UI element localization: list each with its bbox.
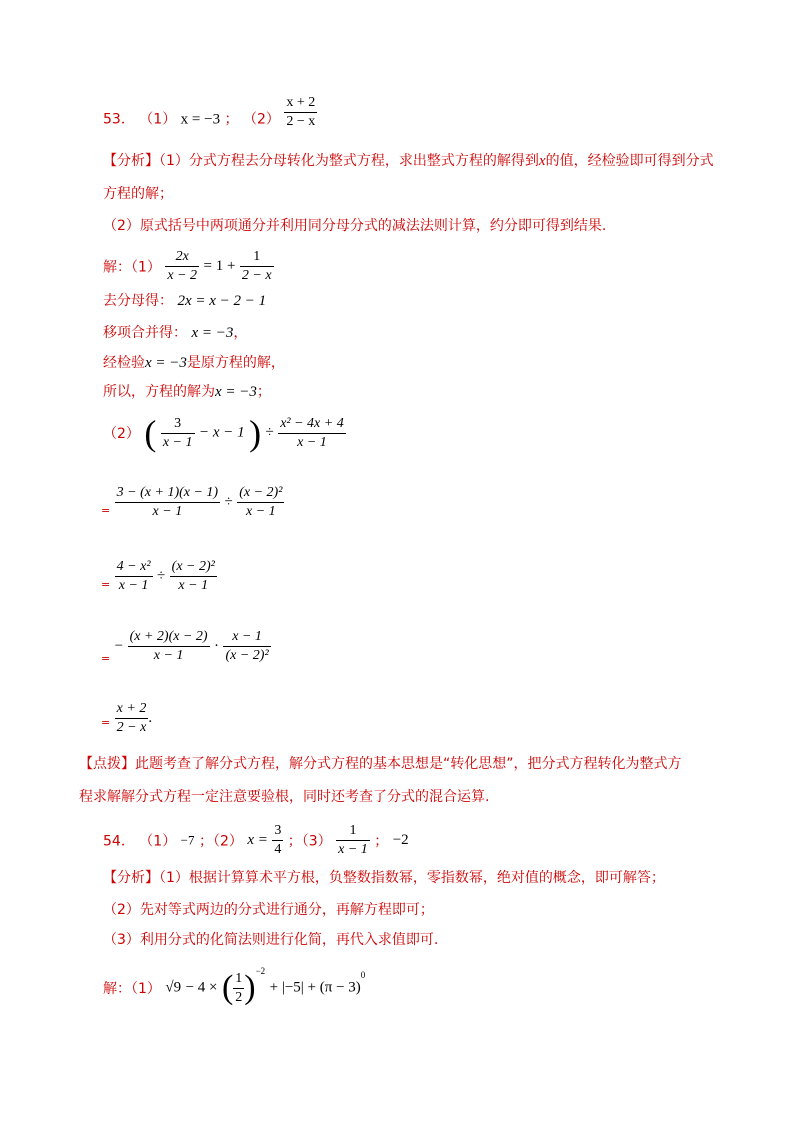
- fraction: [115, 558, 153, 595]
- equation-text: 2x = x − 2 − 1: [177, 293, 267, 309]
- tip-53-line-1: [79, 753, 682, 773]
- fraction-denominator: 2 − x: [116, 720, 147, 735]
- fraction: [115, 484, 220, 521]
- punctuation: .: [148, 710, 153, 726]
- fraction: [278, 415, 346, 452]
- answer-2-fraction: [284, 94, 317, 131]
- operator: −: [114, 638, 124, 654]
- fraction-denominator: 2 − x: [286, 114, 316, 129]
- fraction: [223, 628, 270, 665]
- equals-sign: =: [101, 504, 111, 517]
- part-label: （2）: [103, 426, 140, 442]
- tip-text: 此题考查了解分式方程，解分式方程的基本思想是“转化思想”，把分式方程转化为整式方: [135, 756, 682, 772]
- part-label: （1）: [139, 111, 177, 128]
- equals-sign: =: [101, 578, 111, 591]
- step-label: 是原方程的解，: [186, 355, 285, 371]
- fraction-numerator: x² − 4x + 4: [280, 415, 344, 431]
- fraction-denominator: x − 1: [338, 842, 368, 857]
- fraction-denominator: x − 1: [115, 576, 153, 595]
- fraction-numerator: 1: [349, 823, 357, 838]
- fraction-numerator: x + 2: [286, 95, 316, 110]
- step-2: [103, 322, 247, 342]
- fraction-denominator: x − 1: [128, 646, 210, 665]
- answer-2-fraction: [272, 822, 283, 859]
- answer-1: −7: [180, 832, 195, 848]
- result-line-4: [101, 700, 152, 737]
- result-line-2: [101, 558, 217, 595]
- fraction-numerator: 1: [253, 249, 261, 264]
- punctuation: ，: [233, 325, 248, 341]
- fraction-numerator: 1: [235, 970, 243, 986]
- fraction: [240, 248, 274, 285]
- analysis-text: 的值，经检验即可得到分式: [545, 153, 714, 169]
- fraction-denominator: 2: [235, 989, 243, 1005]
- step-label: 移项合并得：: [103, 325, 187, 341]
- equation-text: x = −3: [191, 325, 234, 341]
- solution-label: 解：（1）: [103, 259, 161, 276]
- fraction-numerator: 4 − x²: [116, 559, 151, 574]
- equals-sign: =: [101, 716, 111, 729]
- fraction: [233, 970, 244, 1007]
- analysis-text: （1）根据计算算术平方根，负整数指数幂，零指数幂，绝对值的概念，即可解答；: [159, 870, 665, 886]
- fraction-numerator: x + 2: [116, 701, 147, 716]
- fraction: [115, 700, 149, 737]
- fraction-numerator: (x − 2)²: [171, 559, 215, 574]
- right-paren: ): [249, 413, 262, 453]
- result-line-3: [101, 628, 271, 665]
- operator: ÷: [156, 568, 166, 584]
- equation-text: x =: [247, 832, 268, 848]
- question-54: [103, 822, 409, 859]
- operator: ·: [214, 638, 220, 654]
- fraction-denominator: x − 1: [278, 433, 346, 452]
- fraction-numerator: 3: [174, 415, 182, 431]
- analysis-heading: 【分析】: [103, 870, 159, 886]
- analysis-54-line-2: （2）先对等式两边的分式进行通分，再解方程即可；: [103, 902, 434, 918]
- fraction-denominator: x − 2: [167, 268, 198, 283]
- fraction-denominator: x − 1: [170, 576, 217, 595]
- fraction-denominator: x − 1: [237, 502, 284, 521]
- answer-3-fraction: [336, 822, 370, 859]
- equals-sign: =: [101, 652, 111, 665]
- fraction-numerator: 2x: [175, 249, 189, 264]
- question-53: [103, 95, 317, 131]
- left-paren: (: [221, 969, 234, 1006]
- analysis-text: （1）分式方程去分母转化为整式方程，求出整式方程的解得到: [159, 153, 539, 169]
- fraction-denominator: 2 − x: [241, 268, 272, 283]
- analysis-53-line-3: （2）原式括号中两项通分并利用同分母分式的减法法则计算，约分即可得到结果.: [103, 218, 607, 234]
- result-line-1: [101, 484, 284, 521]
- fraction-numerator: (x + 2)(x − 2): [129, 629, 208, 644]
- equation-text: − 4 ×: [185, 979, 218, 996]
- fraction-numerator: 3: [274, 823, 282, 838]
- fraction-denominator: x − 1: [162, 434, 193, 450]
- equation-text: − x − 1: [198, 424, 245, 441]
- punctuation: ；: [256, 384, 271, 400]
- exponent: −2: [255, 966, 266, 976]
- step-label: 经检验: [103, 355, 145, 371]
- analysis-54-line-3: （3）利用分式的化简法则进行化简，再代入求值即可.: [103, 932, 439, 948]
- fraction-denominator: (x − 2)²: [225, 648, 269, 663]
- step-1: [103, 290, 266, 310]
- question-number: 54．: [103, 833, 135, 850]
- step-label: 去分母得：: [103, 293, 173, 309]
- tip-heading: 【点拨】: [79, 756, 135, 772]
- separator: ；: [224, 111, 239, 128]
- fraction-denominator: 4: [274, 842, 282, 857]
- fraction-numerator: 3 − (x + 1)(x − 1): [116, 485, 219, 500]
- question-number: 53．: [103, 111, 135, 128]
- analysis-53-line-2: 方程的解；: [103, 186, 173, 202]
- answer-4: −2: [392, 832, 409, 848]
- solution-53-1: [103, 248, 274, 285]
- analysis-53-line-1: [103, 150, 714, 170]
- variable: x: [538, 153, 546, 169]
- solution-54-1: [103, 966, 365, 1007]
- equation-text: x = −3: [145, 355, 187, 371]
- analysis-54-line-1: [103, 867, 665, 887]
- left-paren: (: [144, 413, 157, 453]
- solution-label: 解：（1）: [103, 981, 161, 997]
- step-label: 所以，方程的解为: [103, 384, 215, 400]
- fraction-numerator: (x − 2)²: [239, 485, 283, 500]
- sqrt-term: √9: [165, 979, 182, 996]
- tip-53-line-2: 程求解解分式方程一定注意要验根，同时还考查了分式的混合运算.: [79, 789, 490, 805]
- operator: ÷: [265, 424, 274, 441]
- separator: ；: [374, 833, 389, 850]
- right-paren: ): [244, 969, 256, 1006]
- analysis-heading: 【分析】: [103, 153, 159, 169]
- operator: ÷: [224, 494, 233, 510]
- part-label: （2）: [242, 111, 280, 128]
- equation-text: x = −3: [215, 384, 257, 400]
- fraction: [165, 248, 199, 285]
- fraction: [128, 628, 210, 665]
- fraction: [170, 558, 217, 595]
- answer-1: x = −3: [180, 111, 221, 128]
- fraction: [237, 484, 284, 521]
- part-label: （1）: [139, 833, 177, 850]
- exponent: 0: [360, 970, 366, 980]
- equation-text: = 1 +: [203, 258, 236, 274]
- equation-text: + |−5| + (π − 3): [269, 979, 361, 996]
- step-4: [103, 381, 271, 401]
- separator: ；（2）: [198, 833, 243, 850]
- separator: ；（3）: [287, 833, 332, 850]
- step-3: [103, 352, 285, 372]
- solution-53-2: [103, 412, 346, 454]
- fraction-denominator: x − 1: [115, 502, 220, 521]
- fraction: [161, 415, 195, 452]
- fraction-numerator: x − 1: [232, 629, 262, 644]
